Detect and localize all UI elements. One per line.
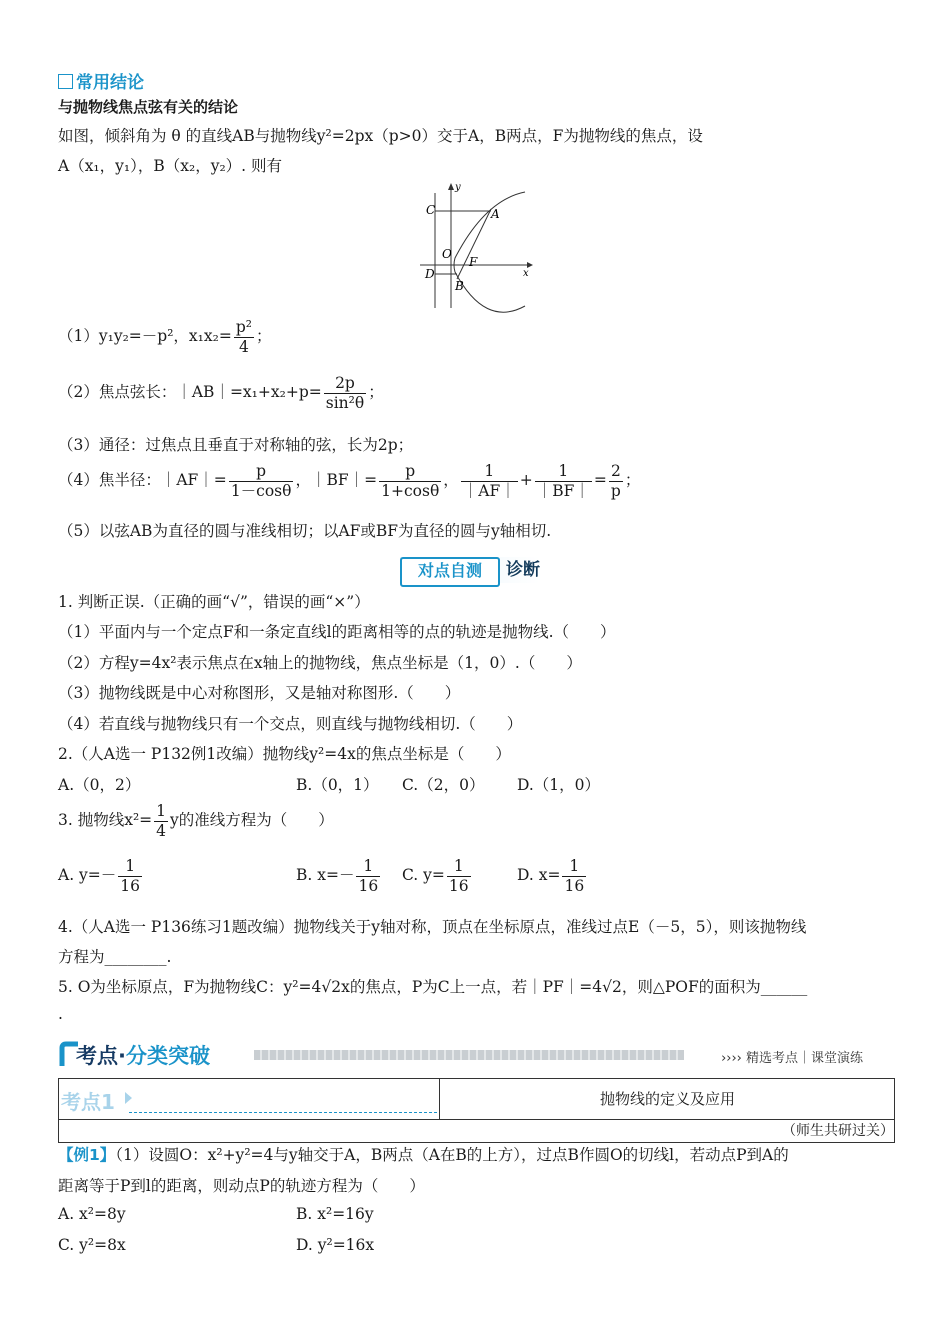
topic-number: 考点1 (61, 1090, 115, 1114)
result-2: （2）焦点弦长：｜AB｜=x₁+x₂+p= $\frac{2p}{\text{sin²θ}}$ ； (58, 374, 384, 412)
result-4: （4）焦半径：｜AF｜= $\frac{p}{1-\cos\theta}$ ，｜BF｜= $\frac{p}{1+\cos\theta}$ ， $\frac{1}{|AF|}$ + $\frac{1}{|BF|}$ = $\frac{2}{p}$ ； (58, 462, 641, 500)
q3-option-c[interactable]: C. y= $\frac{1}{16}$ (402, 857, 469, 895)
fraction: $\frac{1}{4}$ (156, 802, 167, 840)
label-x: x (523, 268, 529, 279)
q3-option-a[interactable]: A. y=－ $\frac{1}{16}$ (58, 857, 141, 895)
q1-item: （1）平面内与一个定点F和一条定直线l的距离相等的点的轨迹是抛物线.（ ） (58, 623, 616, 641)
y-axis-arrow (448, 183, 454, 190)
q2-option-c[interactable]: C.（2，0） (402, 776, 485, 794)
section-title: 常用结论 (58, 68, 144, 93)
fraction: $\frac{1}{|BF|}$ (536, 462, 590, 500)
result-1: （1）y₁y₂=－p²，x₁x₂= $\frac{\text{p²}}{4}$ ； (58, 318, 272, 356)
fraction: $\frac{p}{1-\cos\theta}$ (230, 462, 292, 500)
kaodian-subtitle: ›››› 精选考点｜课堂演练 (721, 1051, 863, 1066)
parabola-figure (415, 178, 535, 313)
kaodian-header (58, 1038, 893, 1072)
intro-line-2: A（x₁，y₁），B（x₂，y₂）. 则有 (58, 157, 283, 175)
intro-line-1: 如图，倾斜角为 θ 的直线AB与抛物线y²=2px（p>0）交于A，B两点，F为抛物线的焦点，设 (58, 127, 703, 145)
example-option-d[interactable]: D. y²=16x (296, 1236, 375, 1254)
q3-option-b[interactable]: B. x=－ $\frac{1}{16}$ (296, 857, 379, 895)
label-F: F (469, 255, 478, 269)
label-O: O (442, 247, 452, 261)
q3-stem: 3. 抛物线x²= $\frac{1}{4}$ y的准线方程为（ ） (58, 802, 334, 840)
q2-stem: 2.（人A选一 P132例1改编）抛物线y²=4x的焦点坐标是（ ） (58, 745, 511, 763)
q1-item: （4）若直线与抛物线只有一个交点，则直线与抛物线相切.（ ） (58, 715, 523, 733)
fraction: $\frac{p}{1+\cos\theta}$ (381, 462, 440, 500)
label-C: C (426, 203, 436, 217)
q1-item: （3）抛物线既是中心对称图形，又是轴对称图形.（ ） (58, 684, 461, 702)
fraction: $\frac{1}{16}$ (448, 857, 469, 895)
kaodian-title: 考点·分类突破 (76, 1044, 210, 1068)
topic-table (58, 1078, 895, 1143)
example-line-2: 距离等于P到l的距离，则动点P的轨迹方程为（ ） (58, 1177, 425, 1195)
example-option-b[interactable]: B. x²=16y (296, 1205, 374, 1223)
q5-line-1: 5. O为坐标原点，F为抛物线C：y²=4√2x的焦点，P为C上一点，若｜PF｜=4√2，则△POF的面积为______ (58, 978, 808, 996)
example-option-a[interactable]: A. x²=8y (58, 1205, 126, 1223)
label-D: D (425, 267, 435, 281)
topic-label-cell (59, 1079, 439, 1119)
q4-line-2: 方程为________. (58, 948, 172, 966)
self-test-tag: 对点自测 (400, 557, 500, 587)
q1-item: （2）方程y=4x²表示焦点在x轴上的抛物线，焦点坐标是（1，0）.（ ） (58, 654, 582, 672)
fraction: $\frac{\text{p²}}{4}$ (235, 318, 252, 356)
topic-title: 抛物线的定义及应用 (439, 1079, 895, 1119)
fraction: $\frac{1}{|AF|}$ (462, 462, 516, 500)
section-subtitle: 与抛物线焦点弦有关的结论 (58, 98, 239, 116)
q1-stem: 1. 判断正误.（正确的画“√”，错误的画“×”） (58, 593, 370, 611)
example-line-1: 【例1】（1）设圆O：x²+y²=4与y轴交于A，B两点（A在B的上方），过点B作圆O的切线l，若动点P到A的 (58, 1146, 789, 1164)
square-icon (58, 74, 73, 89)
q2-option-b[interactable]: B.（0，1） (296, 776, 379, 794)
fraction: $\frac{1}{16}$ (564, 857, 585, 895)
decorative-stripe (254, 1050, 684, 1060)
result-3: （3）通径：过焦点且垂直于对称轴的弦，长为2p； (58, 436, 414, 454)
fraction: $\frac{1}{16}$ (120, 857, 141, 895)
topic-note: （师生共研过关） (59, 1119, 894, 1143)
q4-line-1: 4.（人A选一 P136练习1题改编）抛物线关于y轴对称，顶点在坐标原点，准线过点E（－5，5），则该抛物线 (58, 918, 807, 936)
q2-option-a[interactable]: A.（0，2） (58, 776, 141, 794)
diagnosis-word: 诊断 (506, 560, 540, 580)
q5-line-2: . (58, 1005, 63, 1023)
example-option-c[interactable]: C. y²=8x (58, 1236, 126, 1254)
fraction: $\frac{2}{p}$ (610, 462, 621, 500)
q2-option-d[interactable]: D.（1，0） (517, 776, 601, 794)
self-test-banner (400, 557, 540, 583)
example-tag: 【例1】 (58, 1146, 116, 1164)
fraction: $\frac{2p}{\text{sin²θ}}$ (325, 374, 365, 412)
parabola-curve (454, 192, 525, 312)
result-5: （5）以弦AB为直径的圆与准线相切；以AF或BF为直径的圆与y轴相切. (58, 522, 552, 540)
dashed-line (129, 1112, 437, 1113)
label-B: B (455, 279, 464, 293)
label-A: A (491, 207, 500, 221)
q3-option-d[interactable]: D. x= $\frac{1}{16}$ (517, 857, 585, 895)
label-y: y (455, 182, 461, 193)
play-arrow-icon (125, 1092, 132, 1104)
fraction: $\frac{1}{16}$ (358, 857, 379, 895)
